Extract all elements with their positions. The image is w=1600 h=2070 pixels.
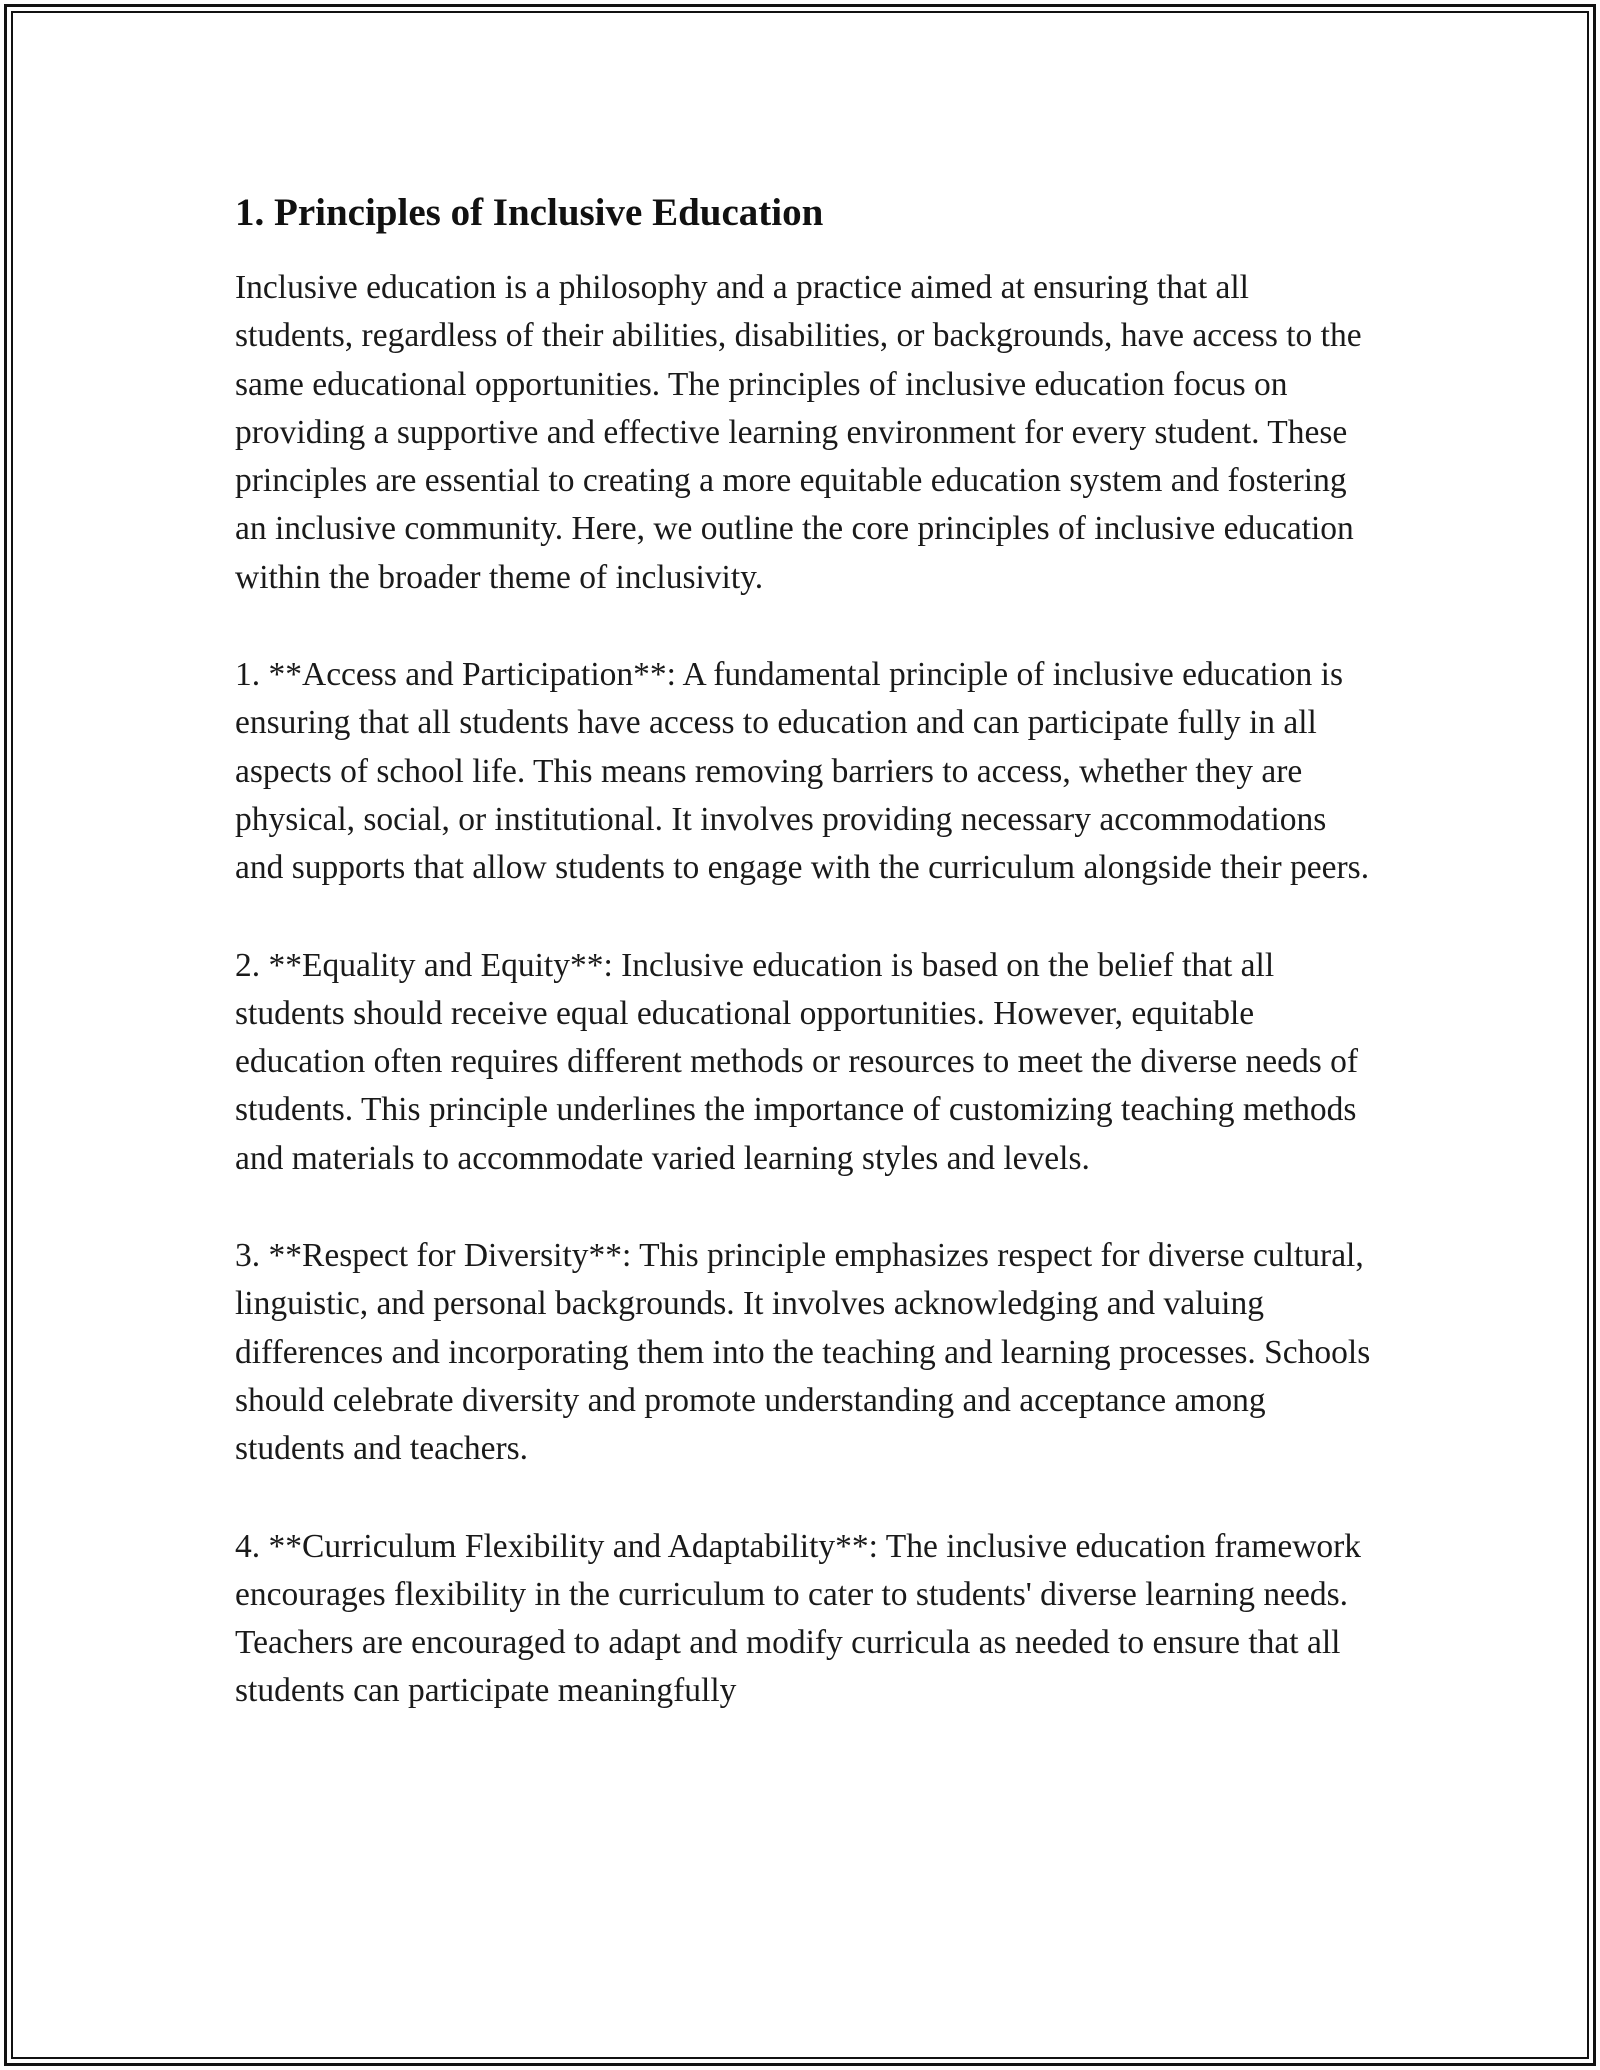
principle-respect-diversity: 3. **Respect for Diversity**: This principle emphasizes respect for diverse cultural, linguistic, and personal backgrounds. It involves acknowledging and valuing differences and incorporating them into the teaching and learning processes. Schools should celebrate diversity and promote understanding and acceptance among students and teachers.	[235, 1237, 1371, 1468]
principle-curriculum-flexibility: 4. **Curriculum Flexibility and Adaptability**: The inclusive education framework encourages flexibility in the curriculum to cater to students' diverse learning needs. Teachers are encouraged to adapt and modify curricula as needed to ensure that all students can participate meaningfully	[235, 1527, 1362, 1710]
document-body	[235, 188, 1375, 1716]
principle-access-participation: 1. **Access and Participation**: A fundamental principle of inclusive education is ensuring that all students have access to education and can participate fully in all aspects of school life. This means removing barriers to access, whether they are physical, social, or institutional. It involves providing necessary accommodations and supports that allow students to engage with the curriculum alongside their peers.	[235, 656, 1370, 887]
section-heading: 1. Principles of Inclusive Education	[235, 191, 824, 234]
intro-paragraph: Inclusive education is a philosophy and a practice aimed at ensuring that all students, regardless of their abilities, disabilities, or backgrounds, have access to the same educational opportunities. The principles of inclusive education focus on providing a supportive and effective learning environment for every student. These principles are essential to creating a more equitable education system and fostering an inclusive community. Here, we outline the core principles of inclusive education within the broader theme of inclusivity.	[235, 269, 1362, 596]
principle-equality-equity: 2. **Equality and Equity**: Inclusive education is based on the belief that all students should receive equal educational opportunities. However, equitable education often requires different methods or resources to meet the diverse needs of students. This principle underlines the importance of customizing teaching methods and materials to accommodate varied learning styles and levels.	[235, 946, 1359, 1177]
